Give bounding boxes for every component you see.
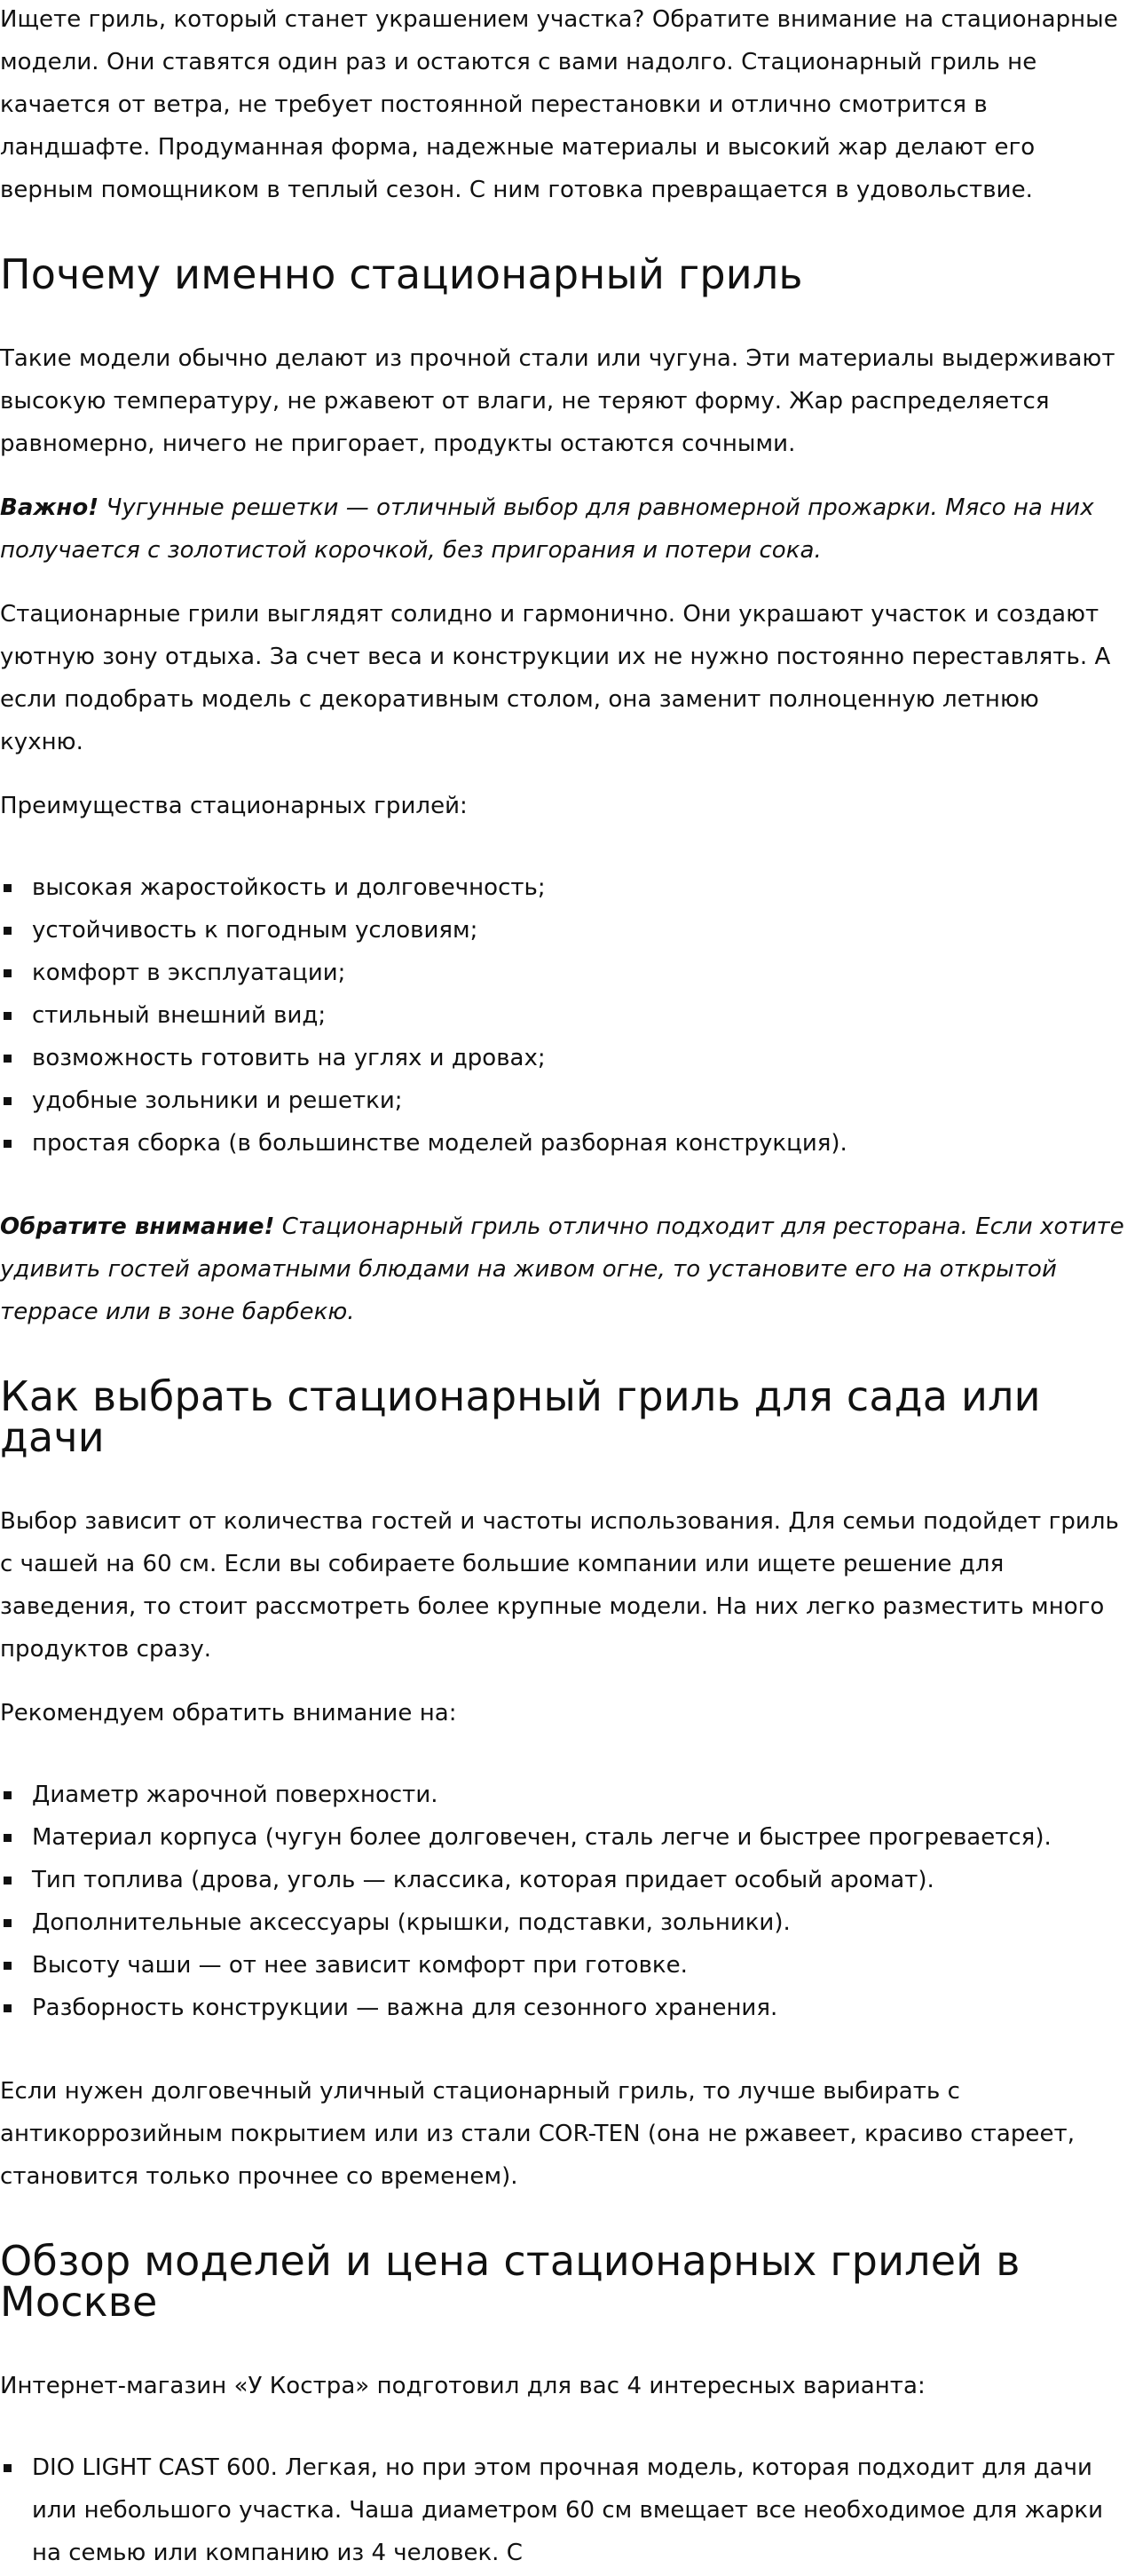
list-item: высокая жаростойкость и долговечность; bbox=[0, 866, 1127, 909]
list-item: комфорт в эксплуатации; bbox=[0, 952, 1127, 994]
advantages-intro: Преимущества стационарных грилей: bbox=[0, 793, 468, 819]
important-note bbox=[0, 486, 1127, 572]
shop-intro-paragraph: Интернет-магазин «У Костра» подготовил для вас 4 интересных варианта: bbox=[0, 2373, 926, 2399]
list-item: Материал корпуса (чугун более долговечен, сталь легче и быстрее прогревается). bbox=[0, 1816, 1127, 1859]
materials-paragraph: Такие модели обычно делают из прочной стали или чугуна. Эти материалы выдерживают высокую температуру, не ржавеют от влаги, не теряют форму. Жар распределяется равномерно, ничего не пригорает, продукты остаются сочными. bbox=[0, 345, 1115, 457]
important-note-label: Важно! bbox=[0, 494, 99, 521]
list-item: DIO LIGHT CAST 600. Легкая, но при этом прочная модель, которая подходит для дачи или небольшого участка. Чаша диаметром 60 см вмещает все необходимое для жарки на семью или компанию из 4 человек. С bbox=[0, 2446, 1127, 2574]
heading-models-review: Обзор моделей и цена стационарных грилей в Москве bbox=[0, 2237, 1021, 2326]
list-item: Дополнительные аксессуары (крышки, подставки, зольники). bbox=[0, 1901, 1127, 1944]
advantages-list bbox=[0, 866, 1127, 1165]
list-item: удобные зольники и решетки; bbox=[0, 1079, 1127, 1122]
models-list bbox=[0, 2446, 1127, 2574]
important-note-text: Чугунные решетки — отличный выбор для равномерной прожарки. Мясо на них получается с золотистой корочкой, без пригорания и потери сока. bbox=[0, 494, 1094, 564]
heading-how-to-choose: Как выбрать стационарный гриль для сада или дачи bbox=[0, 1372, 1041, 1461]
list-item: Диаметр жарочной поверхности. bbox=[0, 1774, 1127, 1816]
list-item: возможность готовить на углях и дровах; bbox=[0, 1037, 1127, 1079]
recommend-intro: Рекомендуем обратить внимание на: bbox=[0, 1700, 457, 1727]
corten-paragraph: Если нужен долговечный уличный стационарный гриль, то лучше выбирать с антикоррозийным покрытием или из стали COR-TEN (она не ржавеет, красиво стареет, становится только прочнее со временем). bbox=[0, 2078, 1076, 2190]
attention-note bbox=[0, 1205, 1127, 1333]
list-item: простая сборка (в большинстве моделей разборная конструкция). bbox=[0, 1122, 1127, 1165]
list-item: стильный внешний вид; bbox=[0, 994, 1127, 1037]
intro-paragraph: Ищете гриль, который станет украшением участка? Обратите внимание на стационарные модели. Они ставятся один раз и остаются с вами надолго. Стационарный гриль не качается от ветра, не требует постоянной перестановки и отлично смотрится в ландшафте. Продуманная форма, надежные материалы и высокий жар делают его верным помощником в теплый сезон. С ним готовка превращается в удовольствие. bbox=[0, 6, 1118, 203]
list-item: Тип топлива (дрова, уголь — классика, которая придает особый аромат). bbox=[0, 1859, 1127, 1901]
choice-paragraph: Выбор зависит от количества гостей и частоты использования. Для семьи подойдет гриль с чашей на 60 см. Если вы собираете большие компании или ищете решение для заведения, то стоит рассмотреть более крупные модели. На них легко разместить много продуктов сразу. bbox=[0, 1508, 1119, 1663]
list-item: Разборность конструкции — важна для сезонного хранения. bbox=[0, 1987, 1127, 2029]
list-item: Высоту чаши — от нее зависит комфорт при готовке. bbox=[0, 1944, 1127, 1987]
heading-why-stationary: Почему именно стационарный гриль bbox=[0, 250, 803, 298]
attention-note-text: Стационарный гриль отлично подходит для ресторана. Если хотите удивить гостей ароматными блюдами на живом огне, то установите его на открытой террасе или в зоне барбекю. bbox=[0, 1213, 1124, 1325]
appearance-paragraph: Стационарные грили выглядят солидно и гармонично. Они украшают участок и создают уютную зону отдыха. За счет веса и конструкции их не нужно постоянно переставлять. А если подобрать модель с декоративным столом, она заменит полноценную летнюю кухню. bbox=[0, 601, 1111, 755]
recommend-list bbox=[0, 1774, 1127, 2029]
list-item: устойчивость к погодным условиям; bbox=[0, 909, 1127, 952]
attention-note-label: Обратите внимание! bbox=[0, 1213, 275, 1240]
